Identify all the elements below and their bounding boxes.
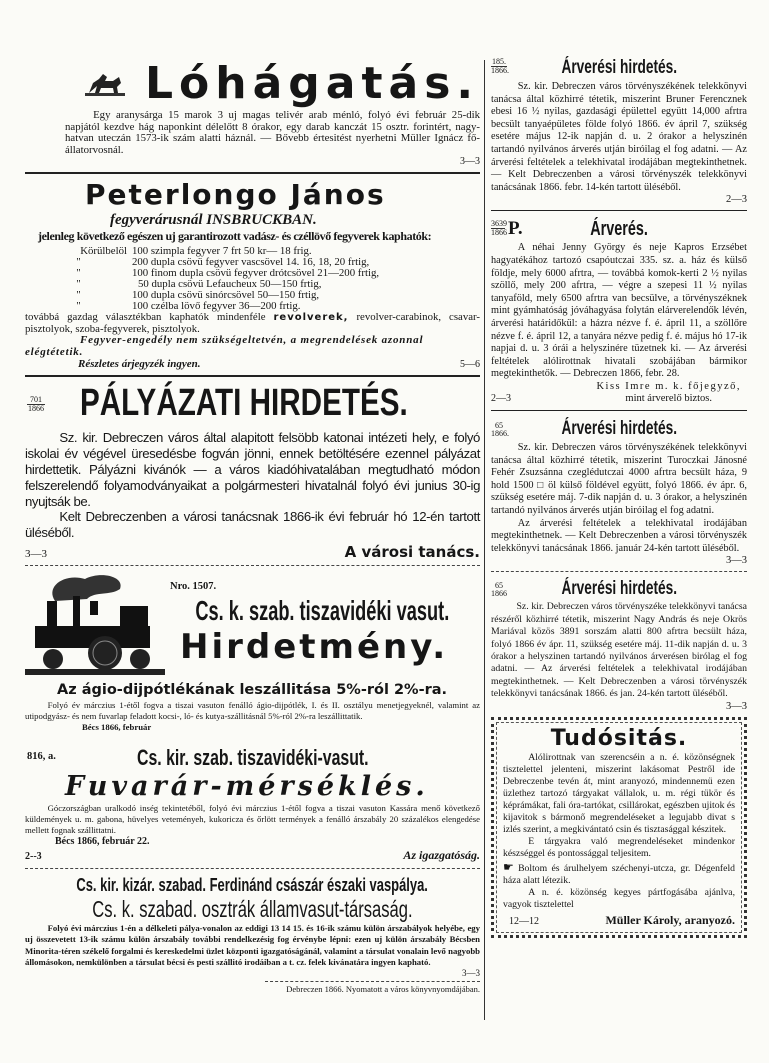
printer-footer: Debreczen 1866. Nyomatott a város könyvnyomdájában. xyxy=(286,984,480,995)
competition-footer-row xyxy=(25,543,480,561)
gun-ad-footer-row xyxy=(25,358,480,371)
competition-number: 701 1866 xyxy=(28,395,44,414)
railway3-company2: Cs. k. szabad. osztrák államvasut-társaság. xyxy=(92,895,413,922)
notice-ad-ornamental-border xyxy=(491,717,747,938)
horse-ad xyxy=(25,58,480,168)
auction3-title: Árverési hirdetés. xyxy=(561,418,677,440)
gun-ad-more xyxy=(25,312,480,335)
railway1-body: Folyó év márczius 1-étől fogva a tiszai vasuton fenálló ágio-dijpótlék, I. és II. osztályu menetjegyeknél, valamint az utipodgyász- és nem fuvarlap feladott kocsi-, ló- és kutya-szállitásnál 5%-ról 2%-ra leszállittatik. xyxy=(25,699,480,721)
divider xyxy=(25,565,480,566)
ditto-mark: " xyxy=(76,300,81,313)
railway1-dated: Bécs 1866, február xyxy=(82,721,152,732)
auction2-signature xyxy=(596,381,741,406)
railway2-header xyxy=(25,745,480,771)
revolvers-emphasis: revolverek, xyxy=(273,312,349,324)
competition-ad xyxy=(25,382,480,561)
railway1-header xyxy=(25,571,480,681)
railway2-title: Fuvarár-mérséklés. xyxy=(65,770,429,802)
auction2-header xyxy=(491,216,747,242)
notice-signature: Müller Károly, aranyozó. xyxy=(605,912,735,927)
auction2-letter: P. xyxy=(508,218,523,240)
horse-engraving-icon xyxy=(85,71,125,97)
railway1-number: Nro. 1507. xyxy=(170,580,217,592)
gun-ad-title: Peterlongo János xyxy=(85,178,386,212)
auction2-footer-row xyxy=(491,381,747,406)
gun-item: 100 szimpla fegyver 7 frt 50 kr— 18 frig. xyxy=(132,245,312,258)
railway2-ad xyxy=(25,745,480,864)
divider xyxy=(491,210,747,211)
divider xyxy=(265,981,480,982)
gun-ad-list xyxy=(25,246,480,312)
railway1-title: Hirdetmény. xyxy=(180,626,449,667)
railway3-body: Folyó évi márczius 1-én a délkeleti pálya-vonalon az eddigi 13 14 15. és 16-ik számu külön árszabályok helyébe, egy uj összevetett 13-ik számu külön árszabály további rendelkezésig fog érvénybe lépni: ezen uj külön árszabály Bécsben Minorita-téren székelő forgalmi és kereskedelmi üzlet központi igazgatóságánál, valamint a társulat vonalain levő nagyobb állomásokon, nemkülönben a társulat bécsi és pesti szállitó irodáiban a t. cz. felek kivánatára ingyen kapható. xyxy=(25,922,480,967)
pointing-hand-icon: ☛ xyxy=(503,859,514,874)
auction4-body: Sz. kir. Debreczen város törvényszéke telekkönyvi tanácsa részéről közhirré tétetik, miszerint Nagy András és neje Okrös Mariával közös 3891 sorszám alatti 800 afrtra becsült háza, folyó 1866 év ápr. 11, szükség esetére máj. 11-dik napján d. u. 3 órakor a helyszinen tartandó nyilvános árverésen birólag el fog adatni. — Az árverési feltételek a telekhivatal irodájában megtekinthetnek. — Kelt Debreczenben a városi törvényszék telekkönyvi tanácsának 1866. és jan. 24-kén tartott üléséből. xyxy=(491,601,747,700)
gun-item: 100 finom dupla csövü fegyver drótcsövel 21—200 frtig, xyxy=(132,267,380,280)
gun-item: 100 dupla csövü sinórcsövel 50—150 frtig, xyxy=(132,289,320,302)
notice-count: 12—12 xyxy=(509,915,539,927)
auction4-count: 3—3 xyxy=(726,700,747,712)
gun-ad-catalog: Részletes árjegyzék ingyen. xyxy=(78,358,201,371)
divider xyxy=(25,868,480,869)
gun-item: 100 czélba lövő fegyver 36—200 frtig. xyxy=(132,300,301,313)
auction2-ad xyxy=(491,216,747,406)
railway1-company: Cs. k. szab. tiszavidéki vasut. xyxy=(195,594,450,626)
auction4-title: Árverési hirdetés. xyxy=(561,578,677,600)
railway2-number: 816, a. xyxy=(27,750,56,762)
auction2-title: Árverés. xyxy=(590,218,648,241)
notice-footer-row xyxy=(503,913,735,929)
divider xyxy=(25,172,480,174)
gun-ad-list-prefix: Körülbelöl xyxy=(80,245,127,258)
competition-header xyxy=(25,382,480,424)
ditto-mark: " xyxy=(76,289,81,302)
notice-title: Tudósitás. xyxy=(550,725,688,751)
right-column xyxy=(491,55,747,938)
auction4-header xyxy=(491,577,747,601)
auction3-number: 65 1866. xyxy=(491,421,509,439)
gun-ad-count: 5—6 xyxy=(460,359,480,371)
railway2-signature: Az igazgatóság. xyxy=(403,847,480,862)
gun-ad-intro: jelenleg következő egészen uj garantirozott vadász- és czéllövő fegyverek kaphatók: xyxy=(38,229,432,244)
auction2-count: 2—3 xyxy=(491,393,511,405)
notice-body2: E tárgyakra való megrendeléseket mindenkor készséggel és pontossággal teljesitem. xyxy=(503,836,735,860)
ditto-mark: " xyxy=(76,278,81,291)
auction4-number: 65 1866 xyxy=(491,581,507,599)
competition-count: 3—3 xyxy=(25,547,47,560)
notice-address: Boltom és árulhelyem széchenyi-utcza, gr. Dégenfeld háza alatt létezik. xyxy=(503,862,735,886)
gun-ad-license: Fegyver-engedély nem szükségeltetvén, a megrendelések azonnal elégtétetik. xyxy=(25,334,424,358)
auction2-number: 3639 1866 xyxy=(491,219,507,238)
auction3-ad xyxy=(491,416,747,567)
railway2-dated: Bécs 1866, február 22. xyxy=(55,835,150,847)
competition-body: Sz. kir. Debreczen város által alapitott felsöbb katonai intézeti hely, e folyó iskolai év végével üresedésbe fogván jönni, ennek betöltésére ezennel pályázat hirdettetik. Pályázni kivánók — a város kiadóhivatalában megtudható módon felszerelendő folyamodványaikat a polgármesteri hivatalnál folyó évi junius 30-ig nyujtsák be. xyxy=(25,430,480,509)
notice-body3 xyxy=(503,861,735,887)
horse-ad-count: 3—3 xyxy=(460,156,480,168)
competition-dated: Kelt Debreczenben a városi tanácsnak 1866-ik évi február hó 12-én tartott üléséből. xyxy=(25,509,480,541)
horse-ad-body: Egy aranysárga 15 marok 3 uj magas telivér arab ménló, folyó évi február 25-dik napjától kezdve hág naponkint délelőtt 8 órakor, egy darab kanczát 15 osztr. forintért, nagy-hatvan uteczán 1573-ik szám alatti háznál. — Bővebb értesitést nyerhetni Müller Ignácz fő-állatorvosnál. xyxy=(65,109,480,156)
divider xyxy=(25,375,480,377)
auction3-body: Sz. kir. Debreczen város törvényszékének telekkönyvi tanácsa által közhirré tétetik, miszerint Turoczkai Jánosné Fehér Zsuzsánna czeglédutczai 4000 afrtra becsült háza, 9 hold 1500 □ öl külső földével együtt, folyó 1866. év ápr. 6, szükség esetére máj. 7-dik napján d. u. 3 órakor, a helyszinén tartandó nyilvános árverés utján biróilag el fog adatni. xyxy=(491,442,747,517)
competition-title: PÁLYÁZATI HIRDETÉS. xyxy=(80,382,408,425)
auction2-signature-name: Kiss Imre m. k. főjegyző, xyxy=(596,380,741,392)
railway3-ad xyxy=(25,874,480,979)
railway3-count: 3—3 xyxy=(462,968,480,979)
divider xyxy=(491,410,747,411)
auction1-number: 185. 1866. xyxy=(491,57,509,75)
left-column xyxy=(25,58,480,994)
ditto-mark: " xyxy=(76,256,81,269)
auction4-ad xyxy=(491,577,747,712)
auction1-count: 2—3 xyxy=(726,194,747,206)
divider xyxy=(491,571,747,572)
notice-body: Alólirottnak van szerencséin a n. é. közönségnek tisztelettel jelenteni, miszerint lakásomat Pestről ide Debreczenbe tevén át, mint aranyozó, mindennemü ezen üzlethez tartozó tárgyakat vállalok, u. m. régi tükör és képrámákat, fali óra-tartókat, csillárokat, egészben ujitok és kijavitok s bármonő megrendeléseket a legujabb divat s izlés szerint, a megkivántató csin és tisztasággal készitek. xyxy=(503,751,735,836)
gun-ad xyxy=(25,179,480,371)
auction1-header xyxy=(491,55,747,81)
locomotive-engraving-icon xyxy=(25,571,165,681)
railway2-body: Góczországban uralkodó inség tekintetéből, folyó évi márczius 1-étől fogva a tiszai vasuton Kassára menő következő küldemények u. m. gabona, hüvelyes veteményeh, kukoricza és őrlött termények a fenálló árszabály 20 százalékos elengedése mellett fognak szállittatni. xyxy=(25,802,480,835)
auction2-body: A néhai Jenny György és neje Kapros Erzsébet hagyatékához tartozó csapóutczai 335. sz. a. ház és külső földje, mely 6000 afrtra, — továbbá komok-kerti 2 ½ nyilas szöllő, mely 200 afrtra, — végre a szepesi 11 ½ nyilas tanyaföld, mely 6500 afrtra van becsülve, a törvényszéknek mint gyámhatóság jóváhagyása folytán elárverelendők lévén, árverési határidőkül: a házra nézve f. é. ápril 11, a szöllőre nézve f. é. ápril 12, a tanyára nézve pedig f. é. május hó 17-ik napjai d. u. 3 órái a helyszinére tüzetnek ki. — Az árverési feltételek alólirottnak hivatali szobájában bármikor megtekinthetők. — Debreczen 1866, febr. 28. xyxy=(491,242,747,380)
gun-item: 50 dupla csövü Lefaucheux 50—150 frtig, xyxy=(138,278,322,291)
auction3-body2: Az árverési feltételek a telekhivatal irodájában megtekinthetnek. — Kelt Debreczenben a városi törvényszék telekkönyvi tanácsának 1866. január 24-kén tartott üléséből. xyxy=(491,517,747,554)
gun-ad-more-text: revolver-carabinok, csavar-pisztolyok, szoba-fegyverek, pisztolyok. xyxy=(25,311,480,335)
gun-ad-subtitle: fegyverárusnál INSBRUCKBAN. xyxy=(110,212,317,229)
railway2-company: Cs. kir. szab. tiszavidéki-vasut. xyxy=(136,744,369,770)
railway1-ad xyxy=(25,571,480,733)
railway2-count: 2--3 xyxy=(25,850,42,862)
railway2-footer-row xyxy=(25,848,480,864)
auction2-signature-role: mint árverelő biztos. xyxy=(625,393,713,405)
gun-ad-more-text: továbbá gazdag választékban kaphatók mindenféle xyxy=(25,311,266,324)
gun-item: 200 dupla csövü fegyver vascsövel 14. 16, 18, 20 frtig, xyxy=(132,256,370,269)
railway1-heading xyxy=(165,571,480,681)
auction1-ad xyxy=(491,55,747,206)
notice-body4: A n. é. közönség kegyes pártfogásába ajánlva, vagyok tisztelettel xyxy=(503,886,735,910)
ditto-mark: " xyxy=(76,267,81,280)
competition-signature: A városi tanács. xyxy=(344,542,480,561)
auction3-header xyxy=(491,416,747,442)
auction1-title: Árverési hirdetés. xyxy=(561,57,677,78)
auction1-body: Sz. kir. Debreczen város törvényszékének telekkönyvi tanácsa által közhirré tétetik, miszerint Bruner Ferencznek ebesi 16 ½ nyilas, gazdasági épülettel együtt 14,000 afrtra becsült tanyaépületes földe folyó 1866. év ápril 7, szükség esetére május 12-ik napján d. u. 2 órakor a helyszinén tartandó nyilvános árverés utján biróilag el fog adatni. — Az árverési feltételek a telekhivatal irodájában megtekinthetnek. — Kelt Debreczenben a városi törvényszék telekkönyvi tanácsának 1866. febr. 14-kén tartott üléséből. xyxy=(491,81,747,193)
railway1-subtitle: Az ágio-dijpótlékának leszállitása 5%-ról 2%-ra. xyxy=(57,681,448,698)
railway3-company1: Cs. kir. kizár. szabad. Ferdinánd császár északi vaspálya. xyxy=(76,874,429,895)
horse-ad-title: Lóhágatás. xyxy=(145,58,480,109)
auction3-count: 3—3 xyxy=(726,555,747,567)
column-divider xyxy=(484,60,485,1020)
